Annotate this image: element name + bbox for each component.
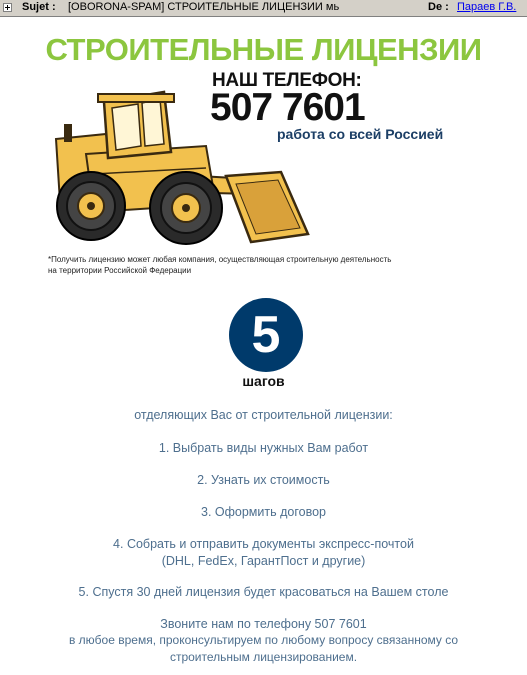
call-line: Звоните нам по телефону 507 7601: [160, 617, 367, 631]
message-header: [0, 0, 527, 17]
step-3: 3. Оформить договор: [201, 505, 326, 519]
from-label: De :: [428, 1, 449, 13]
sender-link[interactable]: Параев Г.В.: [457, 1, 517, 13]
consult-line-2: строительным лицензированием.: [169, 650, 358, 664]
step-4-line-2: (DHL, FedEx, ГарантПост и другие): [161, 554, 366, 568]
steps-intro: отделяющих Вас от строительной лицензии:: [134, 408, 393, 422]
footnote: [48, 254, 468, 276]
step-4-line-1: 4. Собрать и отправить документы экспресс-почтой: [113, 537, 414, 551]
subject-value: [OBORONA-SPAM] СТРОИТЕЛЬНЫЕ ЛИЦЕНЗИИ мь: [68, 1, 340, 13]
step-2: 2. Узнать их стоимость: [197, 473, 330, 487]
five-badge: 5: [229, 298, 303, 372]
coverage-text: работа со всей Россией: [277, 126, 444, 142]
phone-label: НАШ ТЕЛЕФОН:: [212, 70, 362, 91]
footnote-line-2: на территории Российской Федерации: [48, 266, 192, 275]
ad-title: СТРОИТЕЛЬНЫЕ ЛИЦЕНЗИИ: [45, 32, 482, 67]
step-5: 5. Спустя 30 дней лицензия будет красоваться на Вашем столе: [78, 585, 449, 599]
phone-number: 507 7601: [210, 86, 365, 129]
subject-label: Sujet :: [22, 1, 56, 13]
consult-line-1: в любое время, проконсультируем по любому вопросу связанному со: [68, 633, 459, 647]
steps-word: шагов: [242, 373, 285, 389]
step-1: 1. Выбрать виды нужных Вам работ: [158, 441, 369, 455]
footnote-line-1: *Получить лицензию может любая компания, осуществляющая строительную деятельность: [48, 255, 392, 264]
expand-plus-icon[interactable]: [3, 3, 12, 12]
